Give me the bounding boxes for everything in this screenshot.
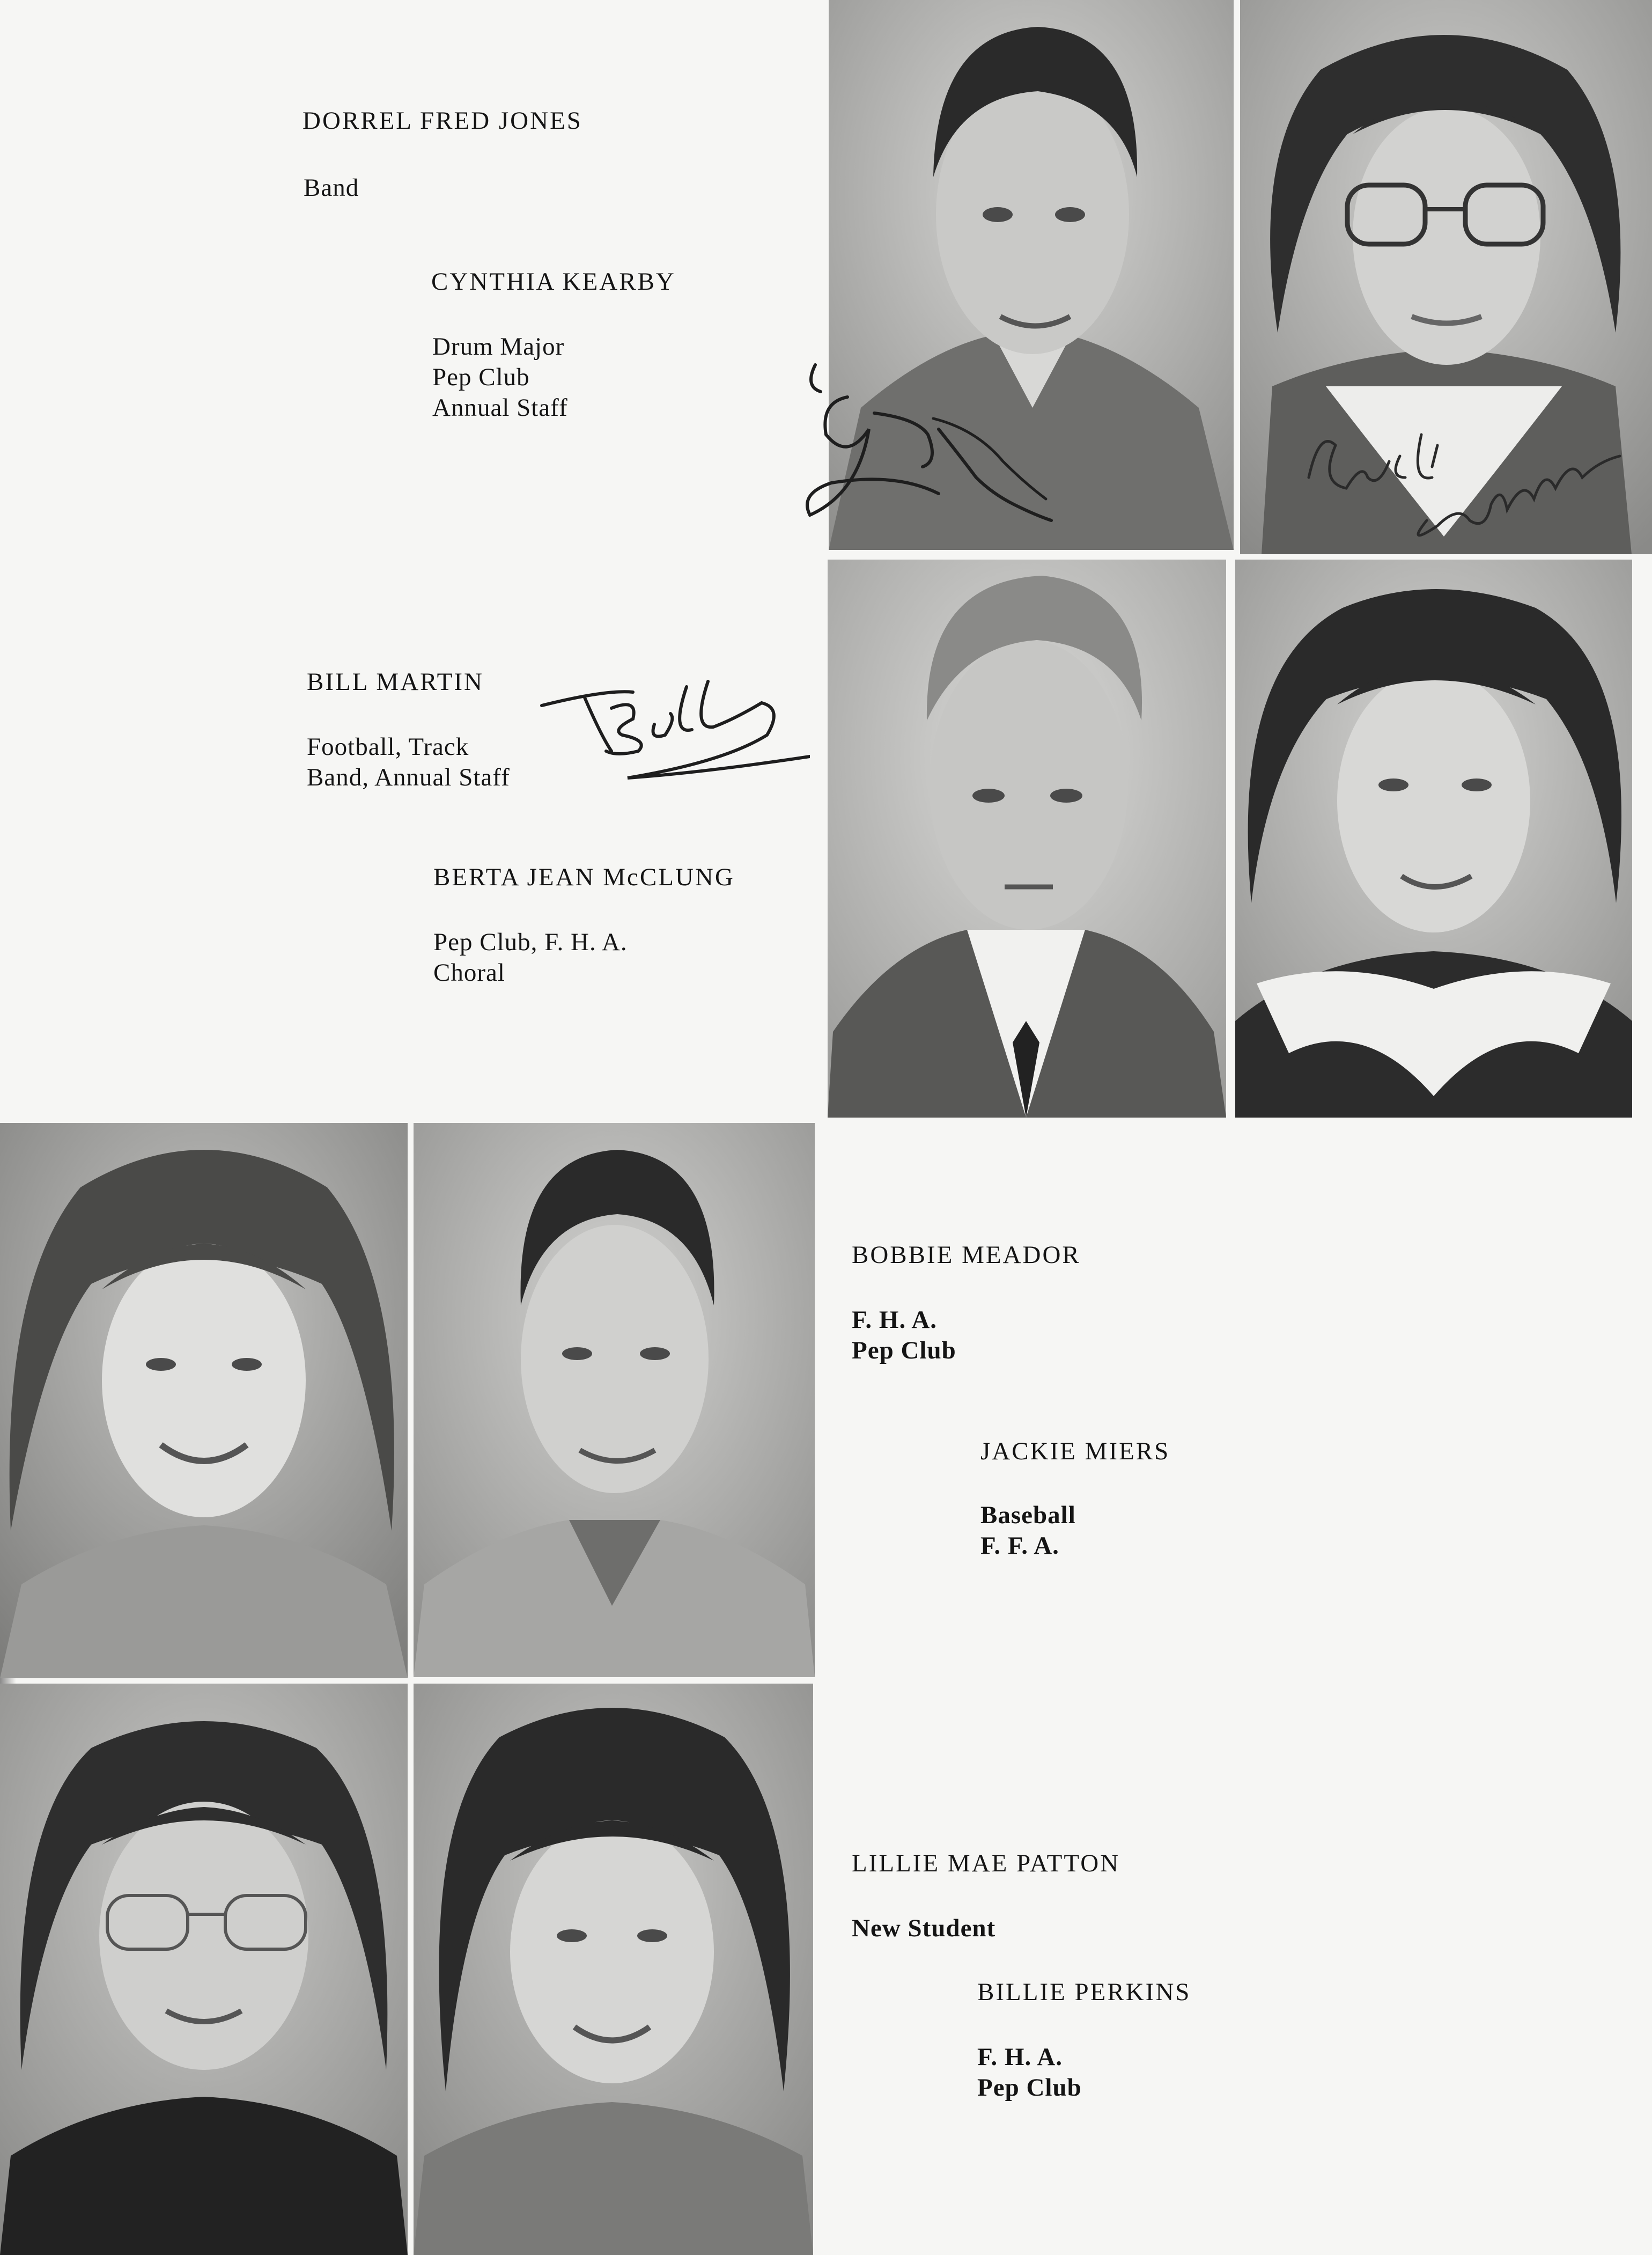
student-activities-miers (980, 1500, 1076, 1561)
activity: Football, Track (307, 733, 469, 761)
activity: Baseball (980, 1501, 1076, 1529)
activity: Pep Club (432, 363, 530, 391)
portrait-photo-miers (414, 1123, 815, 1677)
student-name-kearby: CYNTHIA KEARBY (431, 268, 676, 296)
student-activities-martin (307, 732, 510, 793)
signature-martin (531, 676, 810, 799)
student-name-perkins: BILLIE PERKINS (977, 1978, 1191, 2006)
portrait-photo-patton (0, 1684, 408, 2255)
student-activities-perkins (977, 2042, 1082, 2103)
activity: Band (304, 174, 359, 202)
activity: Band, Annual Staff (307, 763, 510, 791)
student-name-meador: BOBBIE MEADOR (852, 1241, 1081, 1269)
student-name-jones: DORREL FRED JONES (303, 107, 582, 135)
activity: New Student (852, 1914, 996, 1942)
portrait-photo-jones (829, 0, 1234, 550)
portrait-photo-mcclung (1235, 560, 1632, 1118)
student-activities-kearby (432, 332, 568, 423)
student-name-martin: BILL MARTIN (307, 668, 484, 696)
activity: Drum Major (432, 333, 565, 361)
portrait-photo-martin (828, 560, 1226, 1118)
activity: F. F. A. (980, 1532, 1059, 1560)
student-activities-jones (304, 173, 359, 203)
activity: F. H. A. (852, 1306, 938, 1334)
student-name-patton: LILLIE MAE PATTON (852, 1849, 1120, 1877)
activity: Pep Club (852, 1336, 956, 1364)
activity: Pep Club, F. H. A. (433, 928, 628, 956)
student-name-mcclung: BERTA JEAN McCLUNG (433, 863, 735, 891)
portrait-photo-kearby (1240, 0, 1652, 554)
activity: F. H. A. (977, 2043, 1063, 2071)
portrait-photo-perkins (414, 1684, 813, 2255)
activity: Choral (433, 959, 505, 987)
student-activities-meador (852, 1305, 956, 1366)
student-name-miers: JACKIE MIERS (980, 1437, 1170, 1465)
portrait-photo-meador (0, 1123, 408, 1678)
activity: Pep Club (977, 2074, 1082, 2102)
activity: Annual Staff (432, 394, 568, 422)
student-activities-patton (852, 1913, 995, 1944)
student-activities-mcclung (433, 927, 628, 988)
